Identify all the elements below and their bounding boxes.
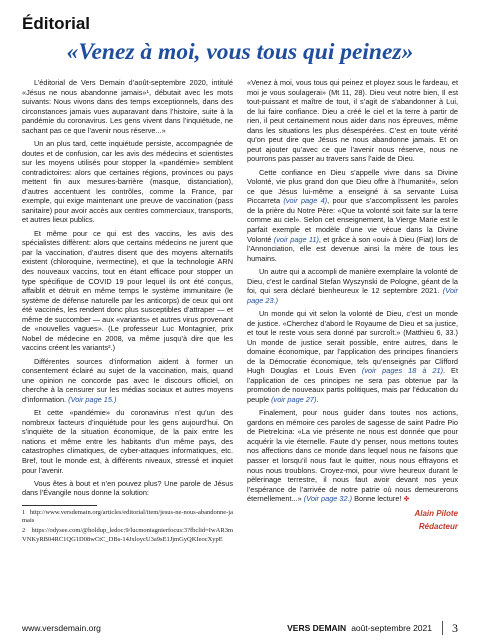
paragraph-text: Bonne lecture! bbox=[352, 494, 402, 504]
footer-website: www.versdemain.org bbox=[22, 623, 101, 633]
footnote: 2 https://odysee.com/@holdup_ledoc:9/lucmontagnierfocus:3?fbclid=IwAR3mVNKyRB04RC1QG1D08wCtC_DBs-14JxloycU3a9sE1JjmGyQKIeocXypE bbox=[22, 527, 233, 543]
paragraph-text: , et grâce à son «oui» à Dieu (Fiat) lors de l’Annonciation, elle est devenue ainsi la mère de tous les humains. bbox=[247, 234, 459, 263]
paragraph-text: Un monde qui vit selon la volonté de Dieu, c’est un monde de justice. «Cherchez d’abord le Royaume de Dieu et sa justice, et tout le reste vous sera donné par surcroît.» (Matthieu 6, 33.) Un monde de justice serait possible, entre autres, dans le domaine économique, par l’application des principes financiers de la Démocratie économique, tels qu’enseignés par Clifford Hugh Douglas et Louis Even bbox=[247, 308, 458, 376]
ornament-icon: ✤ bbox=[403, 496, 410, 504]
paragraph-text: Finalement, pour nous guider dans toutes nos actions, gardons en mémoire ces paroles de sagesse de saint Padre Pio de Pietrelcina: «La vie présente ne nous est donnée que pour acquérir la vie éternelle. Faute d’y penser, nous mettons toutes nos affections dans ce monde dans lequel nous ne faisons que passer et lorsqu’il nous faut le quitter, nous nous effrayons et nous nous troublons. Croyez-moi, pour vivre heureux durant le pèlerinage terrestre, il nous faut avoir devant nos yeux l’espérance de l’arrivée de notre patrie où nous demeurerons éternellement...» bbox=[247, 408, 458, 504]
page-reference: (voir page 4) bbox=[283, 196, 328, 206]
paragraph-text: Un autre qui a accompli de manière exemplaire la volonté de Dieu, c’est le cardinal Stefan Wyszynski de Pologne, géant de la foi, qui sera déclaré bienheureux le 12 septembre 2021. bbox=[247, 266, 458, 296]
page-reference: (Voir page 23.) bbox=[247, 286, 458, 305]
paragraph bbox=[247, 309, 458, 404]
footnote-divider bbox=[22, 505, 97, 506]
footer-divider bbox=[442, 621, 443, 635]
paragraph bbox=[247, 267, 458, 305]
page-reference: (Voir page 15.) bbox=[68, 394, 117, 404]
paragraph-text: Cette confiance en Dieu s’appelle vivre dans sa Divine Volonté, vie plus grand don que Dieu offre à l’humanité», selon ce que Jésus lui-même a enseigné à sa servante Luisa Piccarreta bbox=[247, 167, 458, 206]
paragraph: Et même pour ce qui est des vaccins, les avis des spécialistes diffèrent: alors que certains médecins ne jurent que par la vaccination, d’autres disent que des moyens alternatifs existent (chloroquine, ivermectine), et que la technologie ARN des nouveaux vaccins, tout en étant efficace pour stopper un type spécifique de COVID 19 pour lequel ils ont été conçus, affaiblit et détruit en même temps le système immunitaire (le système de défense naturelle par les anticorps) de ceux qui ont été vaccinés, les rendent donc plus susceptibles d’attraper — et même de succomber — aux «variants» et autres virus provenant de «nouvelles vagues». (Le professeur Luc Montagnier, prix Nobel de médecine en 2008, va même jusqu’à dire que les vaccins créent les variants².) bbox=[22, 228, 233, 353]
section-kicker: Éditorial bbox=[22, 14, 91, 33]
page-reference: (voir page 11) bbox=[273, 234, 319, 244]
signature-name: Alain Pilote bbox=[414, 508, 458, 518]
page-reference: (Voir page 32.) bbox=[303, 494, 353, 504]
page-number: 3 bbox=[452, 620, 458, 635]
paragraph-text: . Et l’application de ces principes ne sera pas obtenue par la promotion de nouveaux partis politiques, mais par l’éducation du peuple bbox=[247, 366, 458, 404]
page-reference: (voir pages 18 à 21) bbox=[361, 366, 444, 376]
footer-magazine: VERS DEMAIN bbox=[287, 623, 347, 633]
paragraph bbox=[247, 408, 458, 504]
paragraph: Et cette «pandémie» du coronavirus n’est qu’un des nombreux facteurs d’inquiétude pour les gens aujourd’hui. On s’inquiète de la situation économique, de la paix entre les nations et même entre les habitants d’un même pays, des catastrophes climatiques, de cyber-attaques informatiques, etc. Bref, tout le monde est, à différents niveaux, stressé et inquiet pour l’avenir. bbox=[22, 408, 233, 475]
footnote: 1 http://www.versdemain.org/articles/editorial/item/jesus-ne-nous-abandonne-jamais bbox=[22, 508, 233, 525]
paragraph-text: Différentes sources d’information aident à former un consentement éclairé au sujet de la vaccination, mais, quand une opinion ne concorde pas avec le discours officiel, on cherche à la censurer sur les médias sociaux et autres moyens d’information. bbox=[22, 356, 233, 404]
paragraph: «Venez à moi, vous tous qui peinez et ployez sous le fardeau, et moi je vous soulagerai» (Mt 11, 28). Dieu veut notre bien, Il est tout-puissant et maître de tout, il s’agit de s’abandonner à Lui, de lui faire confiance. Dieu a créé le ciel et la terre à partir de rien, il peut certainement nous aider dans nos épreuves, même dans les situations les plus désespérées. C’est en toute vérité qu’on peut dire que Jésus ne nous abandonne jamais. Et on peut ajouter qu’avec ce que l’avenir nous réserve, nous ne pourrons pas passer au travers sans l’aide de Dieu. bbox=[247, 78, 458, 164]
left-column bbox=[22, 78, 233, 546]
paragraph: Vous êtes à bout et n’en pouvez plus? Une parole de Jésus dans l’Évangile nous donne la solution: bbox=[22, 478, 233, 498]
article-columns bbox=[22, 78, 458, 546]
right-column bbox=[247, 78, 458, 546]
page-footer bbox=[22, 620, 458, 636]
paragraph: Un an plus tard, cette inquiétude persiste, accompagnée de doutes et de confusion, car les avis des médecins et scientistes sur les moyens utilisés pour stopper la «pandémie» semblent contradictoires: alors que certaines régions, provinces ou pays mettent fin aux mesures-barrière (masque, distanciation), d’autres accentuent les contrôles, comme la France, par exemple, qui exige maintenant une preuve de vaccination (pass sanitaire) pour avoir accès aux centres commerciaux, transports, et autres lieux publics. bbox=[22, 139, 233, 225]
paragraph bbox=[22, 357, 233, 405]
page-reference: (voir page 27) bbox=[271, 394, 317, 404]
page-title: «Venez à moi, vous tous qui peinez» bbox=[66, 39, 414, 65]
paragraph bbox=[247, 168, 458, 263]
footer-issue: août-septembre 2021 bbox=[351, 623, 432, 633]
paragraph: L’éditorial de Vers Demain d’août-septembre 2020, intitulé «Jésus ne nous abandonne jamais»¹, débutait avec les mots suivants: Nous vivons dans des temps exceptionnels, dans des circonstances jamais vues auparavant dans l’histoire, suite à la pandémie du coronavirus. Les gens vivent dans l’inquiétude, ne sachant pas ce que l’avenir nous réserve...» bbox=[22, 78, 233, 135]
paragraph-text: . bbox=[316, 394, 319, 404]
signature-role: Rédacteur bbox=[418, 522, 458, 531]
paragraph-text: , pour que s’accomplissent les paroles de la prière du Notre Père: «Que ta volonté soit faite sur la terre comme au ciel». Selon cet enseignement, la Vierge Marie est le parfait exemple et modèle d’une vie vécue dans la Divine Volonté bbox=[247, 196, 458, 244]
